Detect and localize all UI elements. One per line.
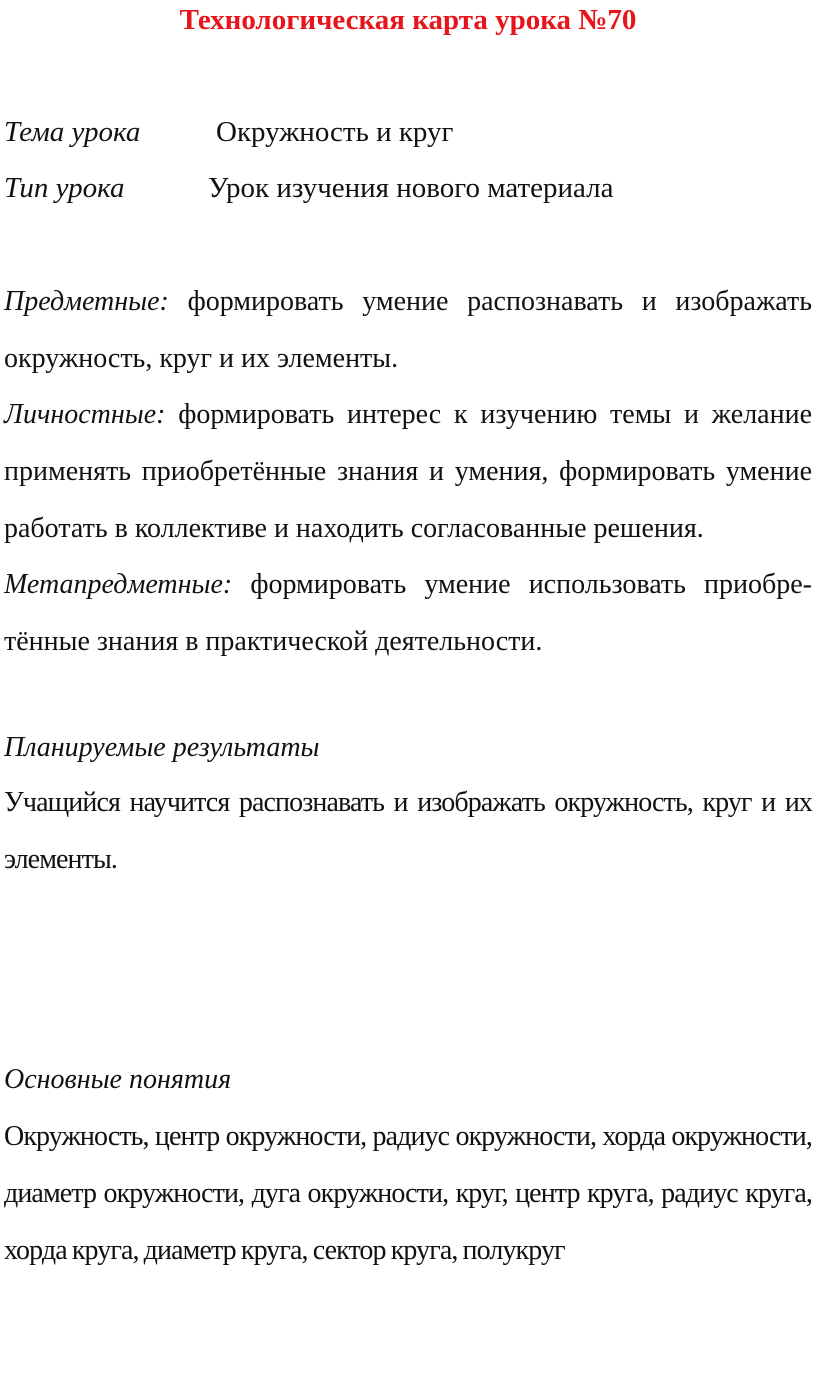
lesson-type-label: Тип урока xyxy=(4,172,125,204)
lesson-type-value: Урок изучения нового материала xyxy=(208,172,614,204)
goal-personal-label: Личностные: xyxy=(4,399,166,430)
lesson-type-row xyxy=(4,170,614,206)
goal-meta xyxy=(4,556,812,670)
concepts-heading: Основные понятия xyxy=(4,1064,232,1095)
goal-meta-text: формировать умение использовать приобре-тённые знания в практической деятельности. xyxy=(4,569,812,657)
lesson-topic-row xyxy=(4,114,454,150)
concepts-text: Окружность, центр окружности, радиус окружности, хорда окружности, диаметр окружности, дуга окружности, круг, центр круга, радиус круга, хорда круга, диаметр круга, сектор круга, полукруг xyxy=(4,1121,812,1266)
goal-subject-text: формировать умение распознавать и изображать окружность, круг и их элементы. xyxy=(4,286,813,374)
lesson-topic-value: Окружность и круг xyxy=(216,116,454,148)
results-heading: Планируемые результаты xyxy=(4,732,320,763)
goal-personal-text: формировать интерес к изучению темы и желание применять приобретённые знания и умения, формировать умение работать в коллективе и находить согласованные решения. xyxy=(4,399,812,544)
results-text: Учащийся научится распознавать и изображать окружность, круг и их элементы. xyxy=(4,787,812,875)
goal-subject-label: Предметные: xyxy=(4,286,169,317)
goal-personal xyxy=(4,386,812,557)
goal-subject xyxy=(4,273,812,387)
goal-meta-label: Метапредметные: xyxy=(4,569,233,600)
document-title: Технологическая карта урока №70 xyxy=(179,4,637,36)
lesson-topic-label: Тема урока xyxy=(4,116,141,148)
